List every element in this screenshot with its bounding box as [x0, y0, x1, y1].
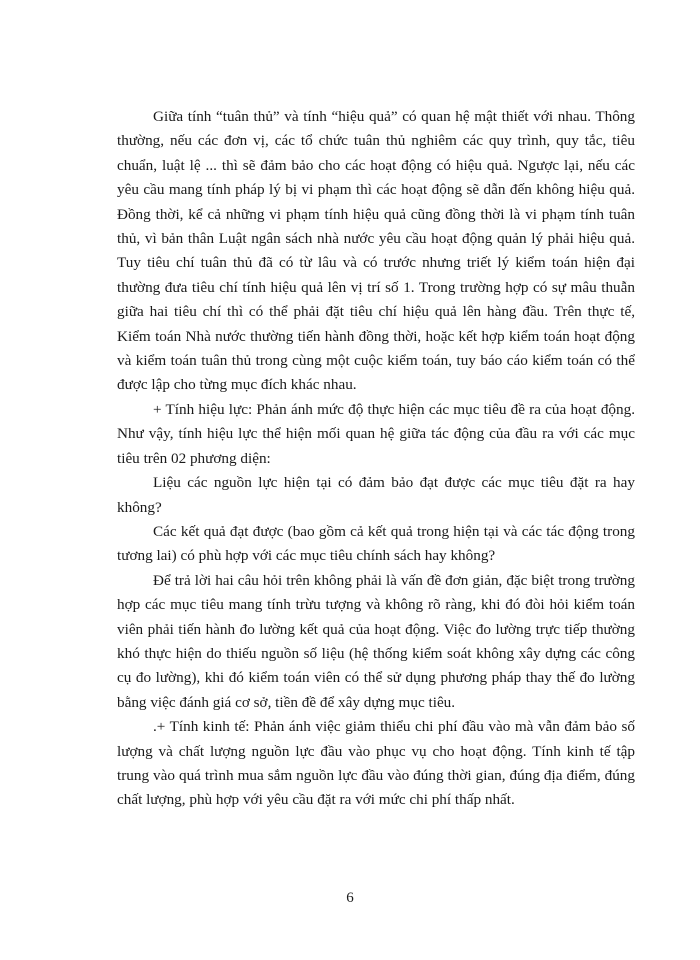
- paragraph-measurement: Để trả lời hai câu hỏi trên không phải là vấn đề đơn giản, đặc biệt trong trường hợp các mục tiêu mang tính trừu tượng và không rõ ràng, khi đó đòi hỏi kiểm toán viên phải tiến hành đo lường kết quả của hoạt động. Việc đo lường trực tiếp thường khó thực hiện do thiếu nguồn số liệu (hệ thống kiểm soát không xây dựng các công cụ đo lường), khi đó kiểm toán viên có thể sử dụng phương pháp thay thế đo lường bằng việc đánh giá cơ sở, tiền đề để xây dựng mục tiêu.: [117, 571, 635, 711]
- paragraph-effectiveness: + Tính hiệu lực: Phản ánh mức độ thực hiện các mục tiêu đề ra của hoạt động. Như vậy, tính hiệu lực thể hiện mối quan hệ giữa tác động của đầu ra với các mục tiêu trên 02 phương diện:: [117, 400, 635, 467]
- paragraph-compliance-efficiency: Giữa tính “tuân thủ” và tính “hiệu quả” có quan hệ mật thiết với nhau. Thông thường, nếu các đơn vị, các tổ chức tuân thủ nghiêm các quy trình, quy tắc, tiêu chuẩn, luật lệ ... thì sẽ đảm bảo cho các hoạt động có hiệu quả. Ngược lại, nếu các yêu cầu mang tính pháp lý bị vi phạm thì các hoạt động sẽ dẫn đến không hiệu quả. Đồng thời, kể cả những vi phạm tính hiệu quả cũng đồng thời là vi phạm tính tuân thủ, vì bản thân Luật ngân sách nhà nước yêu cầu hoạt động quản lý phải hiệu quả. Tuy tiêu chí tuân thủ đã có từ lâu và có trước nhưng triết lý kiểm toán hiện đại thường đưa tiêu chí tính hiệu quả lên vị trí số 1. Trong trường hợp có sự mâu thuẫn giữa hai tiêu chí thì có thể phải đặt tiêu chí hiệu quả lên hàng đầu. Trên thực tế, Kiểm toán Nhà nước thường tiến hành đồng thời, hoặc kết hợp kiểm toán hoạt động và kiểm toán tuân thủ trong cùng một cuộc kiểm toán, tuy báo cáo kiểm toán có thể được lập cho từng mục đích khác nhau.: [117, 108, 635, 394]
- document-body: [117, 105, 635, 813]
- paragraph-question-results: Các kết quả đạt được (bao gồm cả kết quả trong hiện tại và các tác động trong tương lai) có phù hợp với các mục tiêu chính sách hay không?: [117, 522, 635, 565]
- page-number: 6: [346, 890, 354, 906]
- paragraph-question-resources: Liệu các nguồn lực hiện tại có đảm bảo đạt được các mục tiêu đặt ra hay không?: [117, 474, 635, 516]
- paragraph-economy: .+ Tính kinh tế: Phản ánh việc giảm thiểu chi phí đầu vào mà vẫn đảm bảo số lượng và chất lượng nguồn lực đầu vào phục vụ cho hoạt động. Tính kinh tế tập trung vào quá trình mua sắm nguồn lực đầu vào đúng thời gian, đúng địa điểm, đúng chất lượng, phù hợp với yêu cầu đặt ra với mức chi phí thấp nhất.: [117, 718, 635, 809]
